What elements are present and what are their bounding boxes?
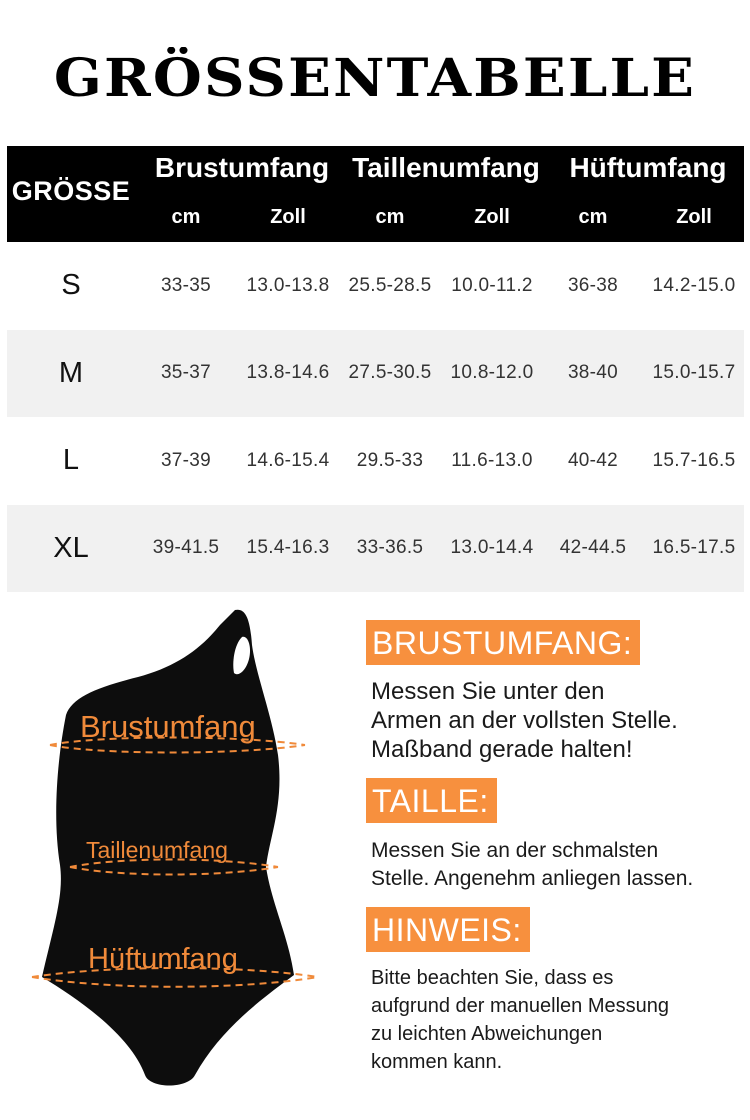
section-heading: HINWEIS: [366, 907, 530, 952]
unit-header: cm [578, 206, 608, 228]
table-cell: 29.5-33 [356, 449, 424, 471]
instruction-line: Messen Sie an der schmalsten [371, 839, 659, 862]
note-section [366, 907, 750, 1076]
waist-section [366, 778, 750, 893]
waist-label: Taillenumfang [86, 837, 228, 863]
instruction-line: Armen an der vollsten Stelle. [371, 707, 678, 734]
swimsuit-diagram [20, 605, 340, 1095]
table-cell: 38-40 [567, 362, 619, 384]
table-cell: 35-37 [160, 362, 212, 384]
size-column-header: GRÖSSE [11, 176, 131, 206]
table-header [7, 146, 744, 242]
table-cell: 10.8-12.0 [450, 362, 534, 384]
table-cell: 40-42 [567, 449, 619, 471]
table-row [7, 242, 744, 330]
bust-section [366, 620, 750, 764]
table-cell: 14.6-15.4 [246, 449, 330, 471]
hip-column-header: Hüftumfang [569, 152, 727, 183]
table-cell: 10.0-11.2 [451, 274, 533, 296]
table-row [7, 417, 744, 505]
measurement-instructions [366, 620, 750, 1076]
unit-header: cm [375, 206, 405, 228]
size-cell: S [61, 269, 81, 302]
instruction-line: kommen kann. [371, 1051, 503, 1073]
table-cell: 25.5-28.5 [348, 274, 432, 296]
table-cell: 42-44.5 [559, 537, 627, 559]
table-cell: 15.0-15.7 [652, 362, 736, 384]
table-cell: 14.2-15.0 [652, 274, 736, 296]
table-cell: 13.0-13.8 [246, 274, 330, 296]
section-heading: TAILLE: [366, 778, 497, 823]
table-cell: 33-35 [160, 274, 212, 296]
instruction-line: Bitte beachten Sie, dass es [371, 967, 614, 989]
instruction-line: Messen Sie unter den [371, 678, 605, 705]
size-cell: L [62, 444, 80, 477]
table-cell: 15.4-16.3 [246, 537, 330, 559]
instruction-line: Maßband gerade halten! [371, 736, 633, 763]
table-row [7, 330, 744, 418]
table-cell: 37-39 [160, 449, 212, 471]
instruction-line: aufgrund der manuellen Messung [371, 995, 669, 1017]
table-cell: 13.0-14.4 [450, 537, 534, 559]
bust-label: Brustumfang [80, 709, 256, 744]
hip-label: Hüftumfang [88, 943, 238, 975]
table-cell: 13.8-14.6 [246, 362, 330, 384]
table-cell: 11.6-13.0 [451, 449, 533, 471]
table-cell: 39-41.5 [152, 537, 220, 559]
table-row [7, 505, 744, 593]
page-title: GRÖSSENTABELLE [53, 48, 697, 109]
instruction-line: Stelle. Angenehm anliegen lassen. [371, 867, 694, 890]
unit-header: Zoll [474, 206, 510, 228]
unit-header: cm [171, 206, 201, 228]
table-cell: 27.5-30.5 [348, 362, 432, 384]
size-cell: M [58, 356, 84, 389]
size-table [7, 146, 744, 592]
unit-header: Zoll [676, 206, 712, 228]
table-cell: 36-38 [567, 274, 619, 296]
instruction-line: zu leichten Abweichungen [371, 1023, 603, 1045]
section-heading: BRUSTUMFANG: [366, 620, 640, 665]
unit-header: Zoll [270, 206, 306, 228]
bust-column-header: Brustumfang [154, 152, 330, 183]
size-cell: XL [53, 531, 89, 564]
table-cell: 15.7-16.5 [652, 449, 736, 471]
table-cell: 33-36.5 [356, 537, 424, 559]
table-cell: 16.5-17.5 [652, 537, 736, 559]
waist-column-header: Taillenumfang [352, 152, 540, 183]
